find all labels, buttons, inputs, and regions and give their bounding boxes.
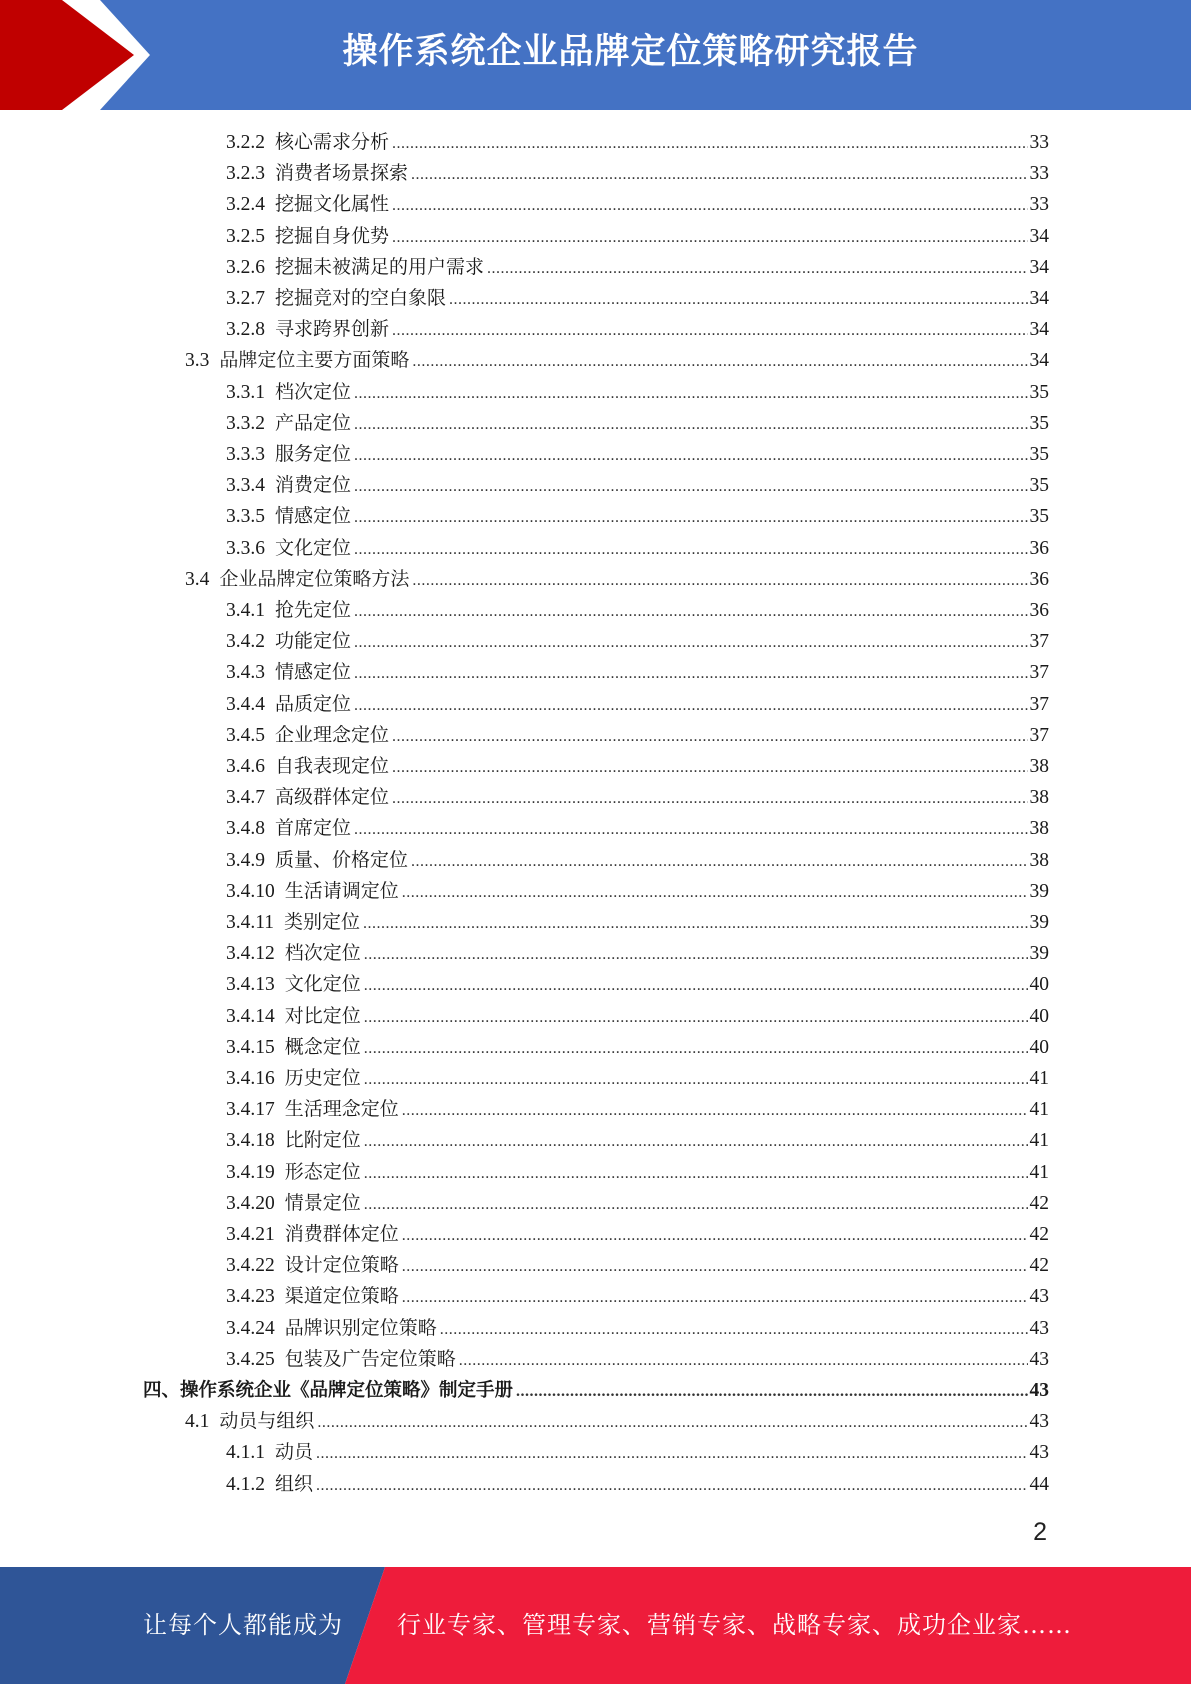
toc-entry[interactable] [226, 813, 1049, 844]
toc-entry-page: 33 [1029, 163, 1049, 185]
toc-entry-page: 43 [1029, 1317, 1049, 1339]
page-header [0, 0, 1191, 110]
toc-entry[interactable] [226, 720, 1049, 751]
toc-entry-title: 档次定位 [284, 942, 361, 965]
toc-dot-leader [402, 877, 1028, 908]
toc-entry-title: 概念定位 [284, 1035, 361, 1058]
toc-entry-title: 服务定位 [275, 443, 352, 465]
toc-entry-page: 34 [1029, 225, 1049, 247]
toc-entry[interactable] [226, 1313, 1049, 1344]
page-number: 2 [1033, 1518, 1047, 1546]
toc-entry-title: 形态定位 [284, 1160, 361, 1183]
toc-entry-title: 企业品牌定位策略方法 [219, 567, 410, 590]
toc-entry-page: 40 [1029, 974, 1049, 996]
toc-entry-title: 情感定位 [275, 661, 352, 684]
toc-dot-leader [411, 846, 1027, 877]
toc-entry[interactable] [185, 345, 1049, 376]
toc-dot-leader [354, 471, 1027, 502]
toc-entry-page: 43 [1029, 1348, 1049, 1370]
toc-dot-leader [392, 783, 1027, 814]
toc-dot-leader [392, 190, 1027, 221]
toc-entry-number: 4.1 [185, 1411, 210, 1433]
toc-entry-number: 4.1.1 [226, 1442, 265, 1464]
toc-entry[interactable] [226, 1469, 1049, 1500]
toc-entry[interactable] [226, 377, 1049, 408]
toc-entry-page: 42 [1029, 1224, 1049, 1245]
toc-entry[interactable] [226, 283, 1049, 314]
toc-entry-number: 3.4.15 [226, 1036, 275, 1058]
toc-entry-title: 组织 [275, 1472, 314, 1495]
toc-entry-title: 品牌定位主要方面策略 [219, 349, 410, 372]
toc-entry-title: 质量、价格定位 [275, 848, 409, 871]
toc-entry-number: 3.3.1 [226, 381, 265, 403]
toc-entry-title: 历史定位 [284, 1067, 361, 1089]
toc-entry-number: 3.4.7 [226, 787, 265, 809]
toc-entry-page: 41 [1029, 1161, 1049, 1183]
toc-entry-title: 品质定位 [275, 692, 352, 715]
toc-entry-title: 消费者场景探索 [275, 162, 409, 185]
toc-entry-number: 3.4.2 [226, 631, 265, 653]
toc-entry-title: 动员与组织 [219, 1410, 315, 1433]
toc-entry[interactable] [185, 1406, 1049, 1437]
toc-dot-leader [516, 1376, 1027, 1407]
toc-entry-page: 42 [1029, 1255, 1049, 1277]
toc-entry-number: 3.4.8 [226, 818, 265, 840]
toc-entry[interactable] [226, 1250, 1049, 1281]
toc-dot-leader [402, 1282, 1028, 1313]
toc-entry-number: 3.4.20 [226, 1192, 275, 1214]
toc-entry[interactable] [226, 689, 1049, 720]
toc-entry-page: 34 [1029, 288, 1049, 309]
toc-entry-page: 40 [1029, 1036, 1049, 1058]
toc-entry[interactable] [226, 657, 1049, 688]
toc-entry-number: 3.2.5 [226, 225, 265, 247]
toc-dot-leader [402, 1095, 1028, 1126]
toc-dot-leader [487, 253, 1027, 284]
toc-entry-number: 3.4.17 [226, 1099, 275, 1121]
toc-entry-page: 36 [1029, 600, 1049, 621]
toc-entry-page: 35 [1029, 412, 1049, 434]
toc-dot-leader [364, 939, 1028, 970]
toc-entry[interactable] [226, 938, 1049, 969]
toc-entry-title: 核心需求分析 [275, 131, 390, 153]
page-footer [0, 1567, 1191, 1684]
toc-entry-page: 40 [1029, 1005, 1049, 1027]
toc-entry-page: 39 [1029, 880, 1049, 902]
toc-dot-leader [354, 409, 1027, 440]
toc-entry-page: 34 [1029, 256, 1049, 278]
toc-entry[interactable] [226, 876, 1049, 907]
toc-entry-title: 品牌识别定位策略 [284, 1316, 437, 1339]
toc-dot-leader [364, 1033, 1028, 1064]
toc-dot-leader [411, 159, 1027, 190]
toc-entry-page: 35 [1029, 444, 1049, 465]
toc-entry-title: 情景定位 [284, 1191, 361, 1214]
toc-entry[interactable] [226, 221, 1049, 252]
toc-entry[interactable] [226, 626, 1049, 657]
toc-dot-leader [449, 284, 1027, 315]
toc-entry[interactable] [226, 501, 1049, 532]
toc-dot-leader [354, 596, 1027, 627]
toc-entry-number: 3.3 [185, 350, 210, 372]
toc-entry-number: 3.4.1 [226, 600, 265, 621]
toc-entry-page: 37 [1029, 662, 1049, 684]
toc-entry-number: 3.4.23 [226, 1286, 275, 1308]
toc-dot-leader [364, 1189, 1028, 1220]
toc-dot-leader [364, 1126, 1028, 1157]
toc-entry-number: 3.3.4 [226, 475, 265, 497]
toc-dot-leader [354, 814, 1027, 845]
toc-entry-title: 消费群体定位 [284, 1223, 399, 1245]
toc-dot-leader [354, 502, 1027, 533]
toc-entry[interactable] [226, 314, 1049, 345]
toc-entry-title: 设计定位策略 [284, 1254, 399, 1277]
toc-entry-title: 高级群体定位 [275, 786, 390, 809]
toc-entry-page: 35 [1029, 475, 1049, 497]
toc-entry-title: 企业理念定位 [275, 723, 390, 746]
toc-entry[interactable] [143, 1375, 1049, 1406]
toc-entry-title: 四、操作系统企业《品牌定位策略》制定手册 [143, 1380, 514, 1401]
toc-dot-leader [392, 752, 1027, 783]
toc-entry-number: 3.4 [185, 568, 210, 590]
toc-entry-page: 41 [1029, 1130, 1049, 1152]
toc-entry-page: 43 [1029, 1380, 1049, 1401]
toc-dot-leader [392, 315, 1027, 346]
toc-entry-title: 功能定位 [275, 630, 352, 653]
toc-entry-number: 3.2.3 [226, 163, 265, 185]
toc-entry[interactable] [226, 1188, 1049, 1219]
toc-entry-number: 3.4.14 [226, 1005, 275, 1027]
toc-entry-number: 3.2.7 [226, 288, 265, 309]
toc-entry-number: 3.2.2 [226, 132, 265, 153]
toc-entry-number: 3.3.5 [226, 506, 265, 528]
toc-entry[interactable] [226, 1437, 1049, 1468]
toc-entry-title: 自我表现定位 [275, 755, 390, 777]
toc-entry[interactable] [226, 1001, 1049, 1032]
toc-dot-leader [354, 440, 1027, 471]
toc-entry-number: 3.3.6 [226, 537, 265, 559]
toc-dot-leader [364, 1158, 1028, 1189]
toc-entry-title: 消费定位 [275, 474, 352, 497]
toc-entry[interactable] [226, 1063, 1049, 1094]
toc-entry-title: 包装及广告定位策略 [284, 1347, 456, 1370]
toc-dot-leader [354, 627, 1027, 658]
toc-entry-page: 35 [1029, 381, 1049, 403]
toc-entry[interactable] [226, 907, 1049, 938]
toc-entry[interactable] [226, 751, 1049, 782]
toc-entry-number: 3.4.13 [226, 974, 275, 996]
toc-entry-page: 37 [1029, 724, 1049, 746]
toc-entry-number: 3.2.4 [226, 194, 265, 216]
toc-dot-leader [364, 1064, 1028, 1095]
toc-entry-page: 39 [1029, 912, 1049, 933]
footer-slogan-right: 行业专家、管理专家、营销专家、战略专家、成功企业家…… [397, 1611, 1072, 1639]
toc-entry[interactable] [226, 595, 1049, 626]
toc-entry[interactable] [226, 189, 1049, 220]
toc-entry-page: 33 [1029, 132, 1049, 153]
toc-entry-title: 文化定位 [275, 536, 352, 559]
toc-entry-page: 34 [1029, 350, 1049, 372]
toc-entry-title: 生活请调定位 [284, 879, 399, 902]
toc-entry[interactable] [226, 158, 1049, 189]
toc-entry-page: 37 [1029, 693, 1049, 715]
toc-dot-leader [317, 1407, 1027, 1438]
toc-entry-page: 41 [1029, 1099, 1049, 1121]
toc-entry[interactable] [226, 969, 1049, 1000]
toc-entry-title: 挖掘自身优势 [275, 224, 390, 247]
toc-entry-title: 寻求跨界创新 [275, 318, 390, 341]
toc-entry-number: 3.4.25 [226, 1348, 275, 1370]
toc-entry-title: 渠道定位策略 [284, 1285, 399, 1308]
toc-entry[interactable] [226, 1157, 1049, 1188]
toc-entry-page: 38 [1029, 787, 1049, 809]
toc-entry-page: 33 [1029, 194, 1049, 216]
toc-entry-page: 38 [1029, 756, 1049, 777]
toc-entry-number: 4.1.2 [226, 1473, 265, 1495]
toc-entry-page: 43 [1029, 1286, 1049, 1308]
toc-entry[interactable] [226, 533, 1049, 564]
toc-entry[interactable] [226, 1281, 1049, 1312]
toc-entry-page: 41 [1029, 1068, 1049, 1089]
toc-entry-page: 34 [1029, 319, 1049, 341]
toc-entry-title: 比附定位 [284, 1129, 361, 1152]
toc-entry-title: 产品定位 [275, 411, 352, 434]
toc-entry-title: 情感定位 [275, 505, 352, 528]
toc-entry-number: 3.4.18 [226, 1130, 275, 1152]
toc-entry-number: 3.4.9 [226, 849, 265, 871]
toc-entry-number: 3.2.6 [226, 256, 265, 278]
toc-entry[interactable] [226, 845, 1049, 876]
toc-entry-page: 38 [1029, 849, 1049, 871]
toc-entry-number: 3.4.16 [226, 1068, 275, 1089]
toc-dot-leader [354, 658, 1027, 689]
toc-entry-number: 3.4.6 [226, 756, 265, 777]
toc-entry-number: 3.2.8 [226, 319, 265, 341]
toc-dot-leader [459, 1345, 1028, 1376]
footer-slogan-left: 让每个人都能成为 [143, 1611, 343, 1639]
toc-dot-leader [440, 1314, 1028, 1345]
toc-entry-title: 对比定位 [284, 1004, 361, 1027]
toc-dot-leader [354, 378, 1027, 409]
toc-entry-number: 3.4.12 [226, 943, 275, 965]
toc-entry-page: 35 [1029, 506, 1049, 528]
toc-dot-leader [364, 970, 1028, 1001]
toc-entry[interactable] [226, 1032, 1049, 1063]
toc-entry-number: 3.4.10 [226, 880, 275, 902]
toc-entry[interactable] [185, 564, 1049, 595]
toc-entry-title: 挖掘未被满足的用户需求 [275, 255, 485, 278]
toc-entry-number: 3.4.4 [226, 693, 265, 715]
toc-entry-title: 类别定位 [284, 911, 361, 933]
toc-entry[interactable] [226, 127, 1049, 158]
toc-entry-page: 36 [1029, 537, 1049, 559]
toc-entry-page: 43 [1029, 1411, 1049, 1433]
toc-dot-leader [392, 222, 1027, 253]
toc-entry[interactable] [226, 1219, 1049, 1250]
toc-entry-number: 3.3.3 [226, 444, 265, 465]
report-title: 操作系统企业品牌定位策略研究报告 [342, 32, 919, 72]
toc-entry-number: 3.4.19 [226, 1161, 275, 1183]
toc-dot-leader [363, 908, 1027, 939]
toc-entry[interactable] [226, 470, 1049, 501]
toc-entry-title: 抢先定位 [275, 599, 352, 621]
toc-dot-leader [316, 1438, 1027, 1469]
toc-dot-leader [392, 721, 1027, 752]
toc-dot-leader [354, 690, 1027, 721]
toc-entry-title: 首席定位 [275, 817, 352, 840]
toc-dot-leader [316, 1470, 1027, 1501]
toc-entry[interactable] [226, 408, 1049, 439]
toc-dot-leader [402, 1220, 1028, 1251]
toc-entry-title: 动员 [275, 1441, 314, 1464]
toc-entry-number: 3.4.5 [226, 724, 265, 746]
toc-entry-title: 挖掘竞对的空白象限 [275, 287, 447, 309]
toc-dot-leader [364, 1002, 1028, 1033]
toc-entry-number: 3.3.2 [226, 412, 265, 434]
toc-dot-leader [412, 565, 1027, 596]
toc-entry[interactable] [226, 439, 1049, 470]
toc-entry-number: 3.4.24 [226, 1317, 275, 1339]
toc-entry[interactable] [226, 252, 1049, 283]
toc-dot-leader [402, 1251, 1028, 1282]
toc-entry[interactable] [226, 1125, 1049, 1156]
toc-entry-number: 3.4.21 [226, 1224, 275, 1245]
toc-entry-number: 3.4.22 [226, 1255, 275, 1277]
toc-entry-number: 3.4.3 [226, 662, 265, 684]
toc-entry-title: 挖掘文化属性 [275, 193, 390, 216]
toc-entry-page: 39 [1029, 943, 1049, 965]
toc-entry[interactable] [226, 782, 1049, 813]
toc-dot-leader [412, 346, 1027, 377]
toc-entry-page: 44 [1029, 1473, 1049, 1495]
header-chevron-graphic [0, 0, 160, 110]
toc-entry[interactable] [226, 1344, 1049, 1375]
toc-entry-page: 42 [1029, 1192, 1049, 1214]
toc-dot-leader [354, 534, 1027, 565]
toc-dot-leader [392, 128, 1027, 159]
toc-entry-title: 档次定位 [275, 380, 352, 403]
toc-entry-title: 文化定位 [284, 973, 361, 996]
toc-entry-page: 36 [1029, 568, 1049, 590]
toc-entry-page: 38 [1029, 818, 1049, 840]
toc-entry[interactable] [226, 1094, 1049, 1125]
toc-entry-number: 3.4.11 [226, 912, 275, 933]
toc-entry-page: 43 [1029, 1442, 1049, 1464]
toc-entry-page: 37 [1029, 631, 1049, 653]
toc-entry-title: 生活理念定位 [284, 1098, 399, 1121]
